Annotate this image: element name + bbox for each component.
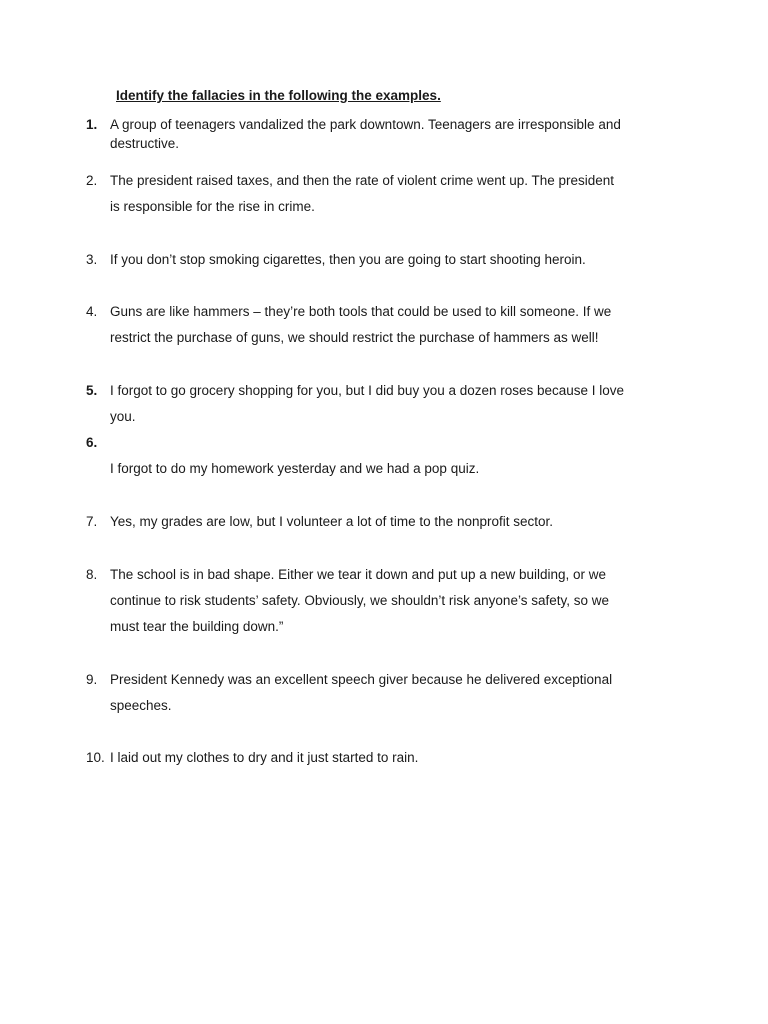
item-text — [110, 299, 660, 351]
item-number: 9. — [86, 672, 98, 687]
item-text-line: I forgot to do my homework yesterday and we had a pop quiz. — [110, 461, 480, 476]
item-text — [110, 378, 660, 430]
item-text-line: I forgot to go grocery shopping for you, but I did buy you a dozen roses because I love — [110, 383, 625, 398]
item-number: 8. — [86, 567, 98, 582]
item-text-line: The president raised taxes, and then the rate of violent crime went up. The president — [110, 173, 615, 188]
item-text-line: must tear the building down.” — [110, 619, 284, 634]
item-text-line: A group of teenagers vandalized the park downtown. Teenagers are irresponsible and — [110, 117, 621, 132]
item-text-line: The school is in bad shape. Either we tear it down and put up a new building, or we — [110, 567, 607, 582]
item-number: 2. — [86, 173, 98, 188]
item-number: 3. — [86, 252, 98, 267]
item-number: 4. — [86, 304, 98, 319]
item-text-line: Guns are like hammers – they’re both tools that could be used to kill someone. If we — [110, 304, 612, 319]
item-number: 6. — [86, 435, 98, 450]
item-text-line: Yes, my grades are low, but I volunteer a lot of time to the nonprofit sector. — [110, 514, 553, 529]
worksheet-title: Identify the fallacies in the following the examples. — [116, 88, 441, 103]
item-number: 10. — [86, 750, 105, 765]
item-text-line: restrict the purchase of guns, we should restrict the purchase of hammers as well! — [110, 330, 599, 345]
item-text — [110, 247, 660, 273]
item-text — [110, 667, 660, 719]
item-text-line: continue to risk students’ safety. Obviously, we shouldn’t risk anyone’s safety, so we — [110, 593, 609, 608]
item-number: 7. — [86, 514, 98, 529]
item-text-line: President Kennedy was an excellent speech giver because he delivered exceptional — [110, 672, 613, 687]
item-text — [110, 168, 660, 220]
item-text-line: you. — [110, 409, 136, 424]
item-text-line: is responsible for the rise in crime. — [110, 199, 315, 214]
item-number: 1. — [86, 117, 98, 132]
item-text — [110, 115, 660, 153]
item-text-line: If you don’t stop smoking cigarettes, then you are going to start shooting heroin. — [110, 252, 586, 267]
item-text — [110, 562, 660, 640]
item-number: 5. — [86, 383, 98, 398]
item-text-line: I laid out my clothes to dry and it just started to rain. — [110, 750, 419, 765]
item-text — [110, 745, 660, 771]
item-text — [110, 509, 660, 535]
item-text — [110, 456, 660, 482]
item-text-line: speeches. — [110, 698, 172, 713]
item-text-line: destructive. — [110, 136, 180, 151]
